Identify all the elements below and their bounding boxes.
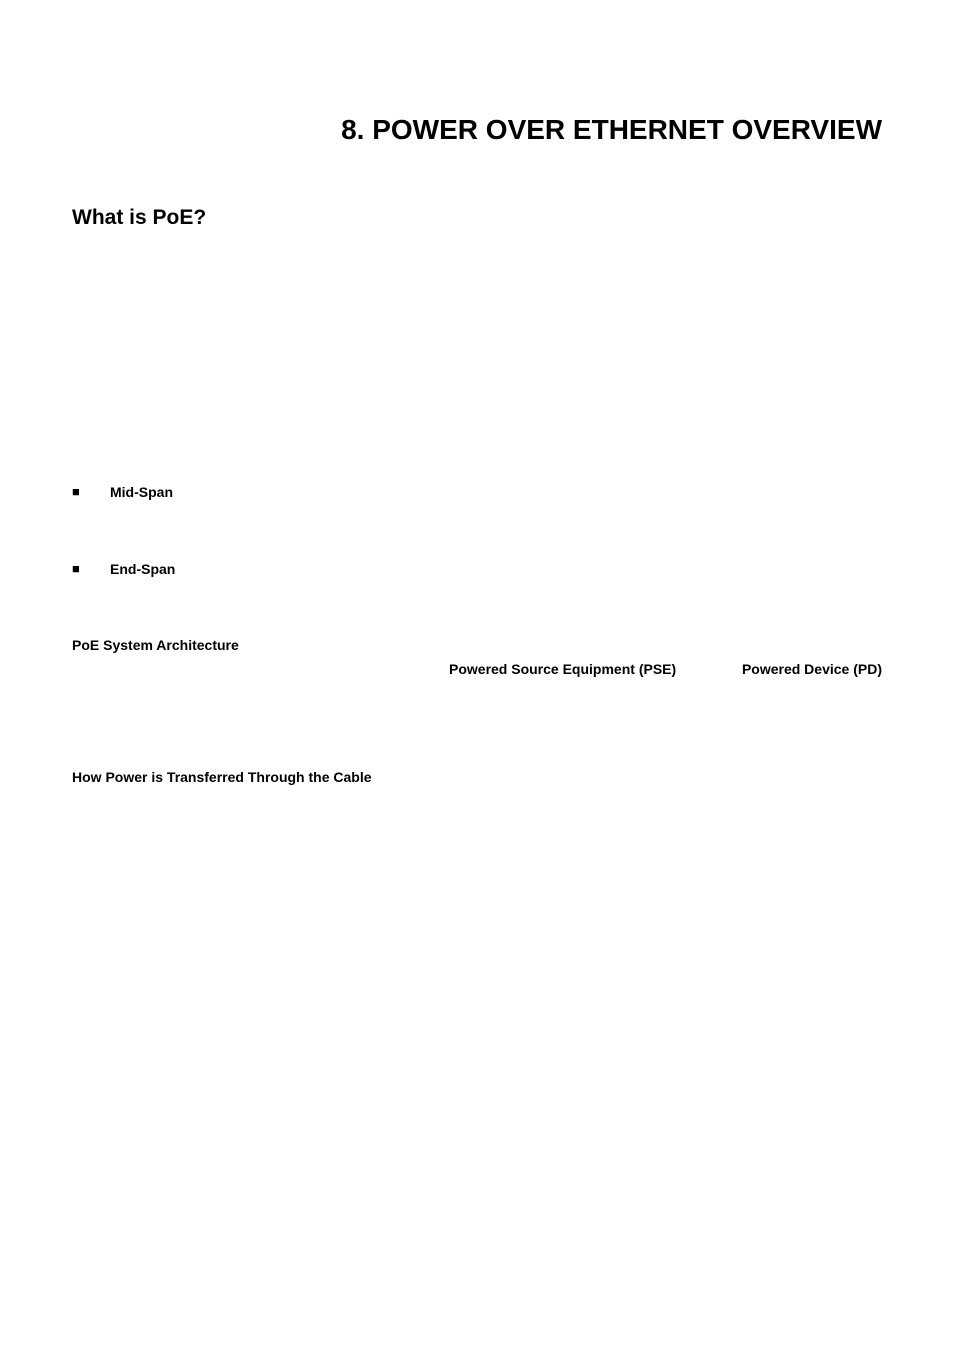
power-transfer-heading: How Power is Transferred Through the Cable	[72, 769, 372, 785]
bullet-label-mid-span: Mid-Span	[110, 484, 173, 500]
square-bullet-icon: ■	[72, 561, 80, 576]
architecture-heading: PoE System Architecture	[72, 637, 239, 653]
square-bullet-icon: ■	[72, 484, 80, 499]
pse-label: Powered Source Equipment (PSE)	[449, 661, 677, 677]
bullet-label-end-span: End-Span	[110, 561, 176, 577]
section-title: What is PoE?	[72, 206, 207, 229]
chapter-title: 8. POWER OVER ETHERNET OVERVIEW	[341, 114, 882, 145]
pd-label: Powered Device (PD)	[741, 661, 882, 677]
